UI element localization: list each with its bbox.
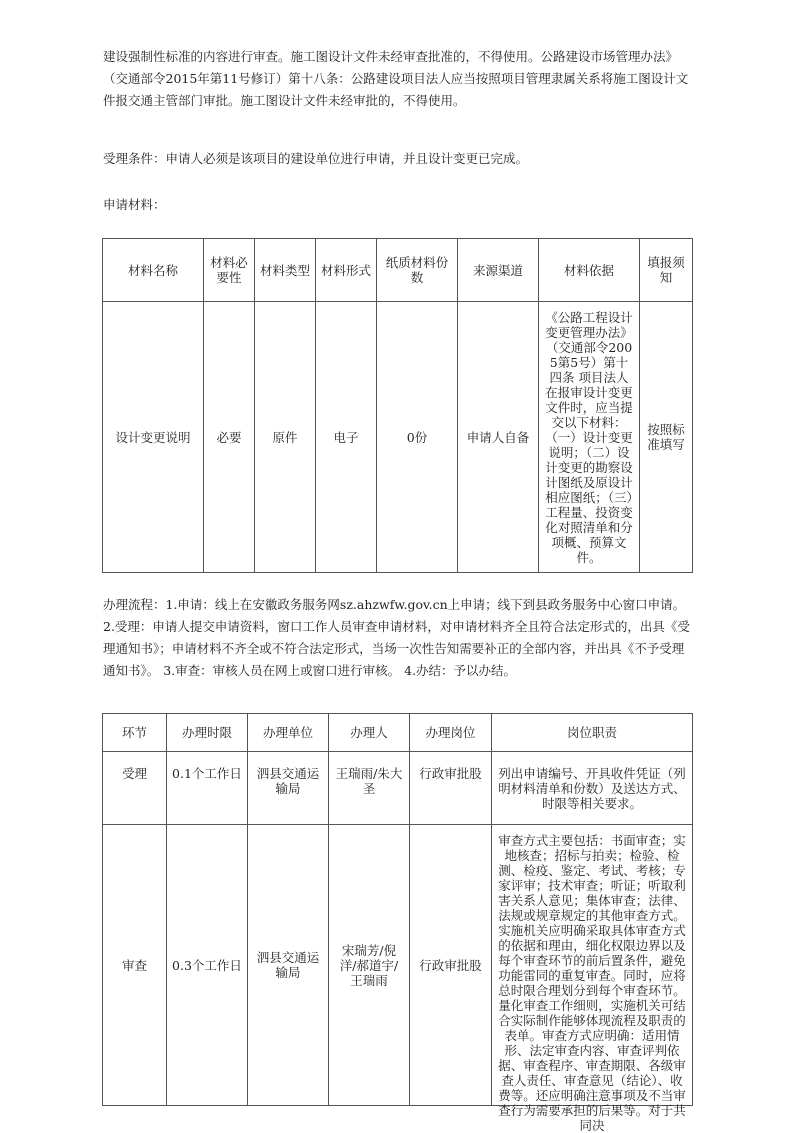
time-limit-cell: 0.1个工作日 [167, 752, 248, 825]
process-paragraph: 办理流程：1.申请：线上在安徽政务服务网sz.ahzwfw.gov.cn上申请；线下到县政务服务中心窗口申请。 2.受理：申请人提交申请资料，窗口工作人员审查申请材料，对申请材料齐全且符合法定形式的，出具《受理通知书》；申请材料不齐全或不符合法定形式，当场一次性告知需要补正的全部内容，并出具《不予受理通知书》。 3.审查：审核人员在网上或窗口进行审核。 4.办结：予以办结。 [103, 597, 690, 678]
instructions-cell: 按照标准填写 [640, 302, 693, 573]
header-cell: 纸质材料份数 [377, 239, 458, 302]
post-cell: 行政审批股 [410, 825, 492, 1106]
header-cell: 材料必要性 [204, 239, 255, 302]
table-row [103, 825, 693, 1106]
table-header-row [103, 714, 693, 752]
basis-cell: 《公路工程设计变更管理办法》（交通部令2005第5号）第十四条 项目法人在报审设计变更文件时，应当提交以下材料：（一）设计变更说明；（二）设计变更的勘察设计图纸及原设计相应图纸；（三）工程量、投资变化对照清单和分项概、预算文件。 [539, 302, 640, 573]
stage-cell: 审查 [103, 825, 167, 1106]
paper-copies-cell: 0份 [377, 302, 458, 573]
unit-cell: 泗县交通运输局 [248, 825, 329, 1106]
header-cell: 办理单位 [248, 714, 329, 752]
materials-table [102, 238, 693, 573]
conditions-paragraph: 受理条件：申请人必须是该项目的建设单位进行申请，并且设计变更已完成。 [103, 151, 529, 166]
duty-cell: 列出申请编号、开具收件凭证（列明材料清单和份数）及送达方式、时限等相关要求。 [492, 752, 693, 825]
material-form-cell: 电子 [316, 302, 377, 573]
material-name-cell: 设计变更说明 [103, 302, 204, 573]
stage-cell: 受理 [103, 752, 167, 825]
header-cell: 办理时限 [167, 714, 248, 752]
header-cell: 材料名称 [103, 239, 204, 302]
duty-cell: 审查方式主要包括：书面审查；实地核查；招标与拍卖；检验、检测、检疫、鉴定、考试、考核；专家评审；技术审查；听证；听取利害关系人意见；集体审查；法律、法规或规章规定的其他审查方式。实施机关应明确采取具体审查方式的依据和理由，细化权限边界以及每个审查环节的前后置条件，避免功能雷同的重复审查。同时，应将总时限合理划分到每个审查环节。量化审查工作细则，实施机关可结合实际制作能够体现流程及职责的表单。审查方式应明确：适用情形、法定审查内容、审查评判依据、审查程序、审查期限、各级审查人责任、审查意见（结论）、收费等。还应明确注意事项及不当审查行为需要承担的后果等。对于共同决 [498, 833, 686, 1133]
table-header-row [103, 239, 693, 302]
header-cell: 材料依据 [539, 239, 640, 302]
intro-paragraph: 建设强制性标准的内容进行审查。施工图设计文件未经审查批准的，不得使用。公路建设市场管理办法》（交通部令2015年第11号修订）第十八条：公路建设项目法人应当按照项目管理隶属关系将施工图设计文件报交通主管部门审批。施工图设计文件未经审批的，不得使用。 [103, 49, 689, 108]
post-cell: 行政审批股 [410, 752, 492, 825]
materials-label: 申请材料： [103, 197, 166, 212]
header-cell: 来源渠道 [458, 239, 539, 302]
header-cell: 材料类型 [255, 239, 316, 302]
necessity-cell: 必要 [204, 302, 255, 573]
handler-cell: 王瑞雨/朱大圣 [329, 752, 410, 825]
material-type-cell: 原件 [255, 302, 316, 573]
header-cell: 材料形式 [316, 239, 377, 302]
source-cell: 申请人自备 [458, 302, 539, 573]
table-row [103, 302, 693, 573]
header-cell: 填报须知 [640, 239, 693, 302]
header-cell: 环节 [103, 714, 167, 752]
process-table [102, 713, 693, 1133]
header-cell: 岗位职责 [492, 714, 693, 752]
handler-cell: 宋瑞芳/倪洋/郝道宇/王瑞雨 [329, 825, 410, 1106]
header-cell: 办理岗位 [410, 714, 492, 752]
time-limit-cell: 0.3个工作日 [167, 825, 248, 1106]
table-row [103, 752, 693, 825]
duty-cell-container [492, 825, 693, 1133]
unit-cell: 泗县交通运输局 [248, 752, 329, 825]
header-cell: 办理人 [329, 714, 410, 752]
